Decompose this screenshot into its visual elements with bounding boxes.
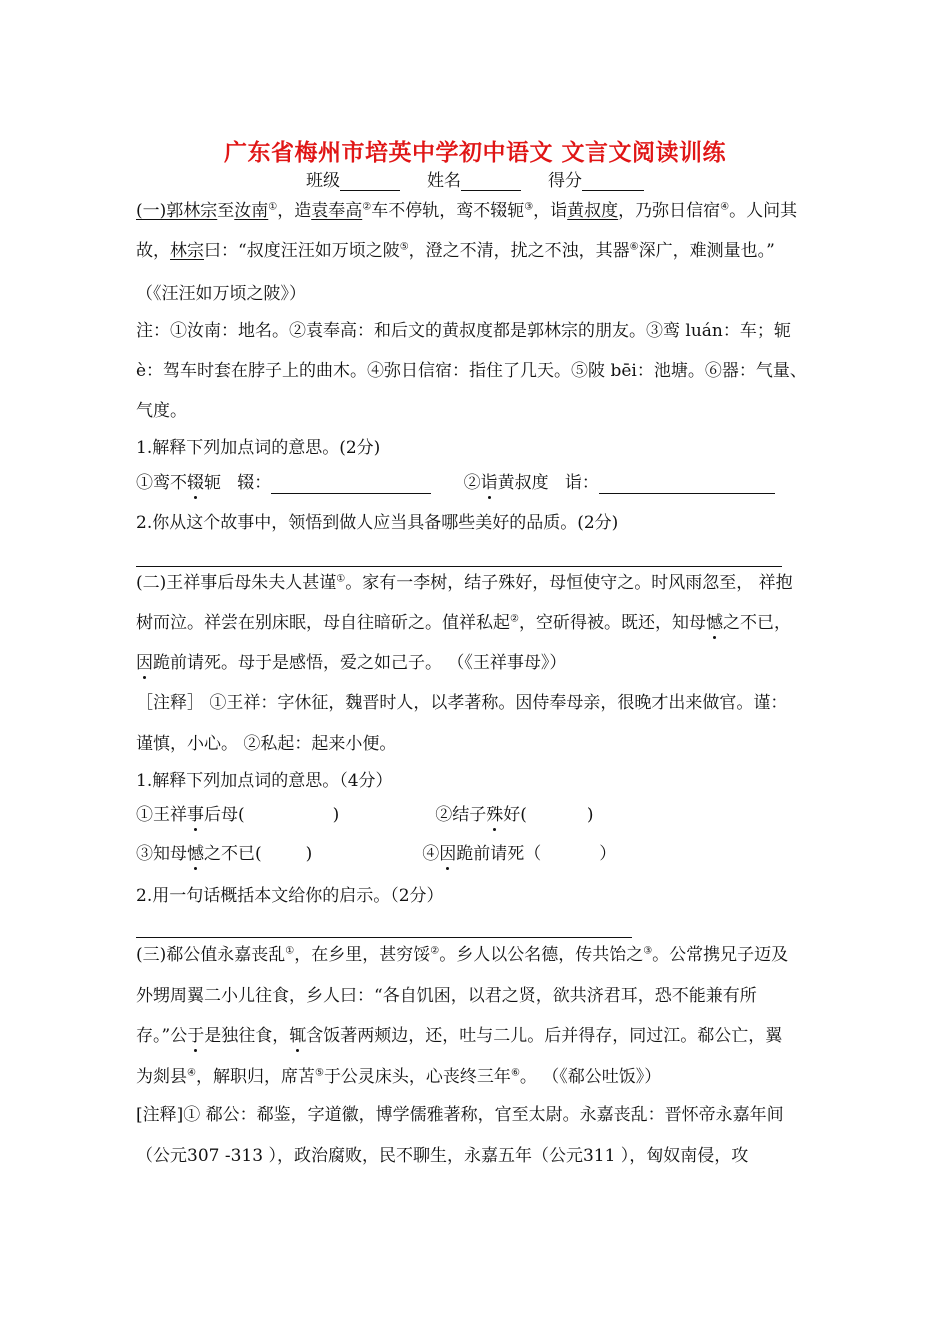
footnote-mark: ⑤ xyxy=(399,241,409,253)
text: (一)郭林宗 xyxy=(136,201,218,221)
passage1-line1 xyxy=(136,200,797,222)
footnote-mark: ⑥ xyxy=(629,241,639,253)
passage1-line2 xyxy=(136,240,775,262)
text: 之不已， xyxy=(722,613,791,633)
passage1-source: （《汪汪如万顷之陂》） xyxy=(136,284,306,304)
text: ④ xyxy=(422,844,440,864)
dotted-word: 因 xyxy=(439,844,457,864)
student-info-line xyxy=(0,166,950,191)
text: ，在乡里，甚穷馁 xyxy=(294,945,431,965)
text: ② xyxy=(463,473,481,493)
passage1-question2: 2.你从这个故事中，领悟到做人应当具备哪些美好的品质。(2分) xyxy=(136,513,619,533)
text: 辍： xyxy=(237,473,272,493)
passage2-note2: 谨慎，小心。 ②私起：起来小便。 xyxy=(136,734,397,754)
passage3-note1: [注释]① 郗公：郗鉴，字道徽，博学儒雅著称，官至太尉。永嘉丧乱：晋怀帝永嘉年间 xyxy=(136,1105,784,1125)
text: (三)郗公值永嘉丧乱 xyxy=(136,945,286,965)
dotted-word: 憾 xyxy=(187,844,204,864)
text: ，解职归，席苫 xyxy=(195,1067,315,1087)
footnote-mark: ③ xyxy=(643,945,653,957)
text: 车不停轨，鸾不辍轭 xyxy=(371,201,525,221)
text: 轭 xyxy=(204,473,221,493)
answer-line[interactable] xyxy=(136,566,782,567)
answer-blank[interactable] xyxy=(271,477,431,494)
text: 故， xyxy=(136,241,170,261)
text: 之不已( xyxy=(204,844,262,864)
text: 。 （《郗公吐饭》） xyxy=(519,1067,662,1087)
passage3-line4 xyxy=(136,1066,661,1088)
class-field[interactable] xyxy=(340,174,400,191)
text: 。家有一李树，结子殊好，母恒使守之。时风雨忽至， 祥抱 xyxy=(345,573,793,593)
dotted-word: 诣 xyxy=(480,473,498,493)
footnote-mark: ② xyxy=(430,945,440,957)
text: 含饭著两颊边，还，吐与二儿。后并得存，同过江。郗公亡，翼 xyxy=(306,1026,783,1046)
text: ②结子 xyxy=(435,805,487,825)
answer-line[interactable] xyxy=(136,937,632,938)
passage3-note2: （公元307 -313 ），政治腐败，民不聊生，永嘉五年（公元311 ），匈奴南侵，攻 xyxy=(136,1146,749,1166)
dotted-word: 辍 xyxy=(187,473,204,493)
dotted-word: 辄 xyxy=(289,1026,307,1046)
text: ) xyxy=(332,805,340,825)
passage2-items-row2 xyxy=(136,843,616,865)
passage3-line3 xyxy=(136,1025,782,1047)
text: 黄叔度 xyxy=(497,473,549,493)
text: ) xyxy=(305,844,313,864)
text: 好( xyxy=(503,805,527,825)
footnote-mark: ⑥ xyxy=(510,1067,520,1079)
text: 后母( xyxy=(204,805,245,825)
text: 至 xyxy=(217,201,235,221)
passage3-line1 xyxy=(136,944,788,966)
footnote-mark: ① xyxy=(285,945,295,957)
text: 。乡人以公名德，传共饴之 xyxy=(439,945,644,965)
passage2-line2 xyxy=(136,612,791,634)
text: ，澄之不清，扰之不浊，其器 xyxy=(408,241,630,261)
dotted-word: 因 xyxy=(136,653,153,673)
text: 汝南 xyxy=(234,201,269,221)
text: 诣： xyxy=(564,473,599,493)
text: ③知母 xyxy=(136,844,187,864)
text: 袁奉高 xyxy=(311,201,363,221)
answer-blank[interactable] xyxy=(599,477,775,494)
text: ，乃弥日信宿 xyxy=(618,201,721,221)
text: 林宗 xyxy=(170,241,204,261)
passage1-note1: 注：①汝南：地名。②袁奉高：和后文的黄叔度都是郭林宗的朋友。③鸾 luán：车；轭 xyxy=(136,321,791,341)
score-field[interactable] xyxy=(582,174,644,191)
text: 。人问其 xyxy=(729,201,798,221)
text: ，诣 xyxy=(533,201,568,221)
text: ，空斫得被。既还，知母 xyxy=(518,613,706,633)
class-label: 班级 xyxy=(305,171,340,191)
passage2-line3 xyxy=(136,652,566,674)
footnote-mark: ③ xyxy=(524,201,534,213)
passage3-line2: 外甥周翼二小儿往食，乡人曰：“各自饥困，以君之贤，欲共济君耳，恐不能兼有所 xyxy=(136,986,757,1006)
text: 树而泣。祥尝在别床眠，母自往暗斫之。值祥私起 xyxy=(136,613,510,633)
passage1-question1: 1.解释下列加点词的意思。(2分) xyxy=(136,438,381,458)
footnote-mark: ② xyxy=(510,613,519,625)
text: 。公常携兄子迈及 xyxy=(652,945,789,965)
footnote-mark: ② xyxy=(362,201,372,213)
text: 为剡县 xyxy=(136,1067,187,1087)
dotted-word: 于 xyxy=(187,1026,205,1046)
text: 存。”公 xyxy=(136,1026,188,1046)
text: 深广，难测量也。” xyxy=(638,241,775,261)
text: 跪前请死。母于是感悟，爱之如己子。 （《王祥事母》） xyxy=(153,653,567,673)
text: ①王祥 xyxy=(136,805,187,825)
passage2-items-row1 xyxy=(136,804,594,826)
dotted-word: 事 xyxy=(187,805,204,825)
score-label: 得分 xyxy=(548,171,583,191)
passage2-question1: 1.解释下列加点词的意思。（4分） xyxy=(136,771,393,791)
dotted-word: 憾 xyxy=(705,613,723,633)
text: 是独往食， xyxy=(204,1026,290,1046)
name-label: 姓名 xyxy=(427,171,461,191)
text: 于公灵床头，心丧终三年 xyxy=(323,1067,511,1087)
text: ，造 xyxy=(277,201,312,221)
passage2-question2: 2.用一句话概括本文给你的启示。（2分） xyxy=(136,886,444,906)
footnote-mark: ① xyxy=(336,573,346,585)
footnote-mark: ④ xyxy=(720,201,730,213)
passage2-note1: ［注释］ ①王祥：字休征，魏晋时人，以孝著称。因侍奉母亲，很晚才出来做官。谨： xyxy=(136,693,788,713)
text: ） xyxy=(599,844,617,864)
text: 跪前请死（ xyxy=(456,844,542,864)
document-title: 广东省梅州市培英中学初中语文 文言文阅读训练 xyxy=(223,140,726,166)
footnote-mark: ④ xyxy=(187,1067,196,1079)
text: 曰：“叔度汪汪如万顷之陂 xyxy=(204,241,400,261)
name-field[interactable] xyxy=(461,174,521,191)
dotted-word: 殊 xyxy=(486,805,504,825)
footnote-mark: ① xyxy=(268,201,278,213)
text: ) xyxy=(586,805,594,825)
passage1-question1-items xyxy=(136,472,775,494)
passage1-note2: è：驾车时套在脖子上的曲木。④弥日信宿：指住了几天。⑤陂 bēi：池塘。⑥器：气量、 xyxy=(136,361,807,381)
text: (二)王祥事后母朱夫人甚谨 xyxy=(136,573,337,593)
text: 黄叔度 xyxy=(567,201,619,221)
passage1-note3: 气度。 xyxy=(136,401,187,421)
footnote-mark: ⑤ xyxy=(314,1067,324,1079)
text: ①鸾不 xyxy=(136,473,187,493)
passage2-line1 xyxy=(136,572,793,594)
